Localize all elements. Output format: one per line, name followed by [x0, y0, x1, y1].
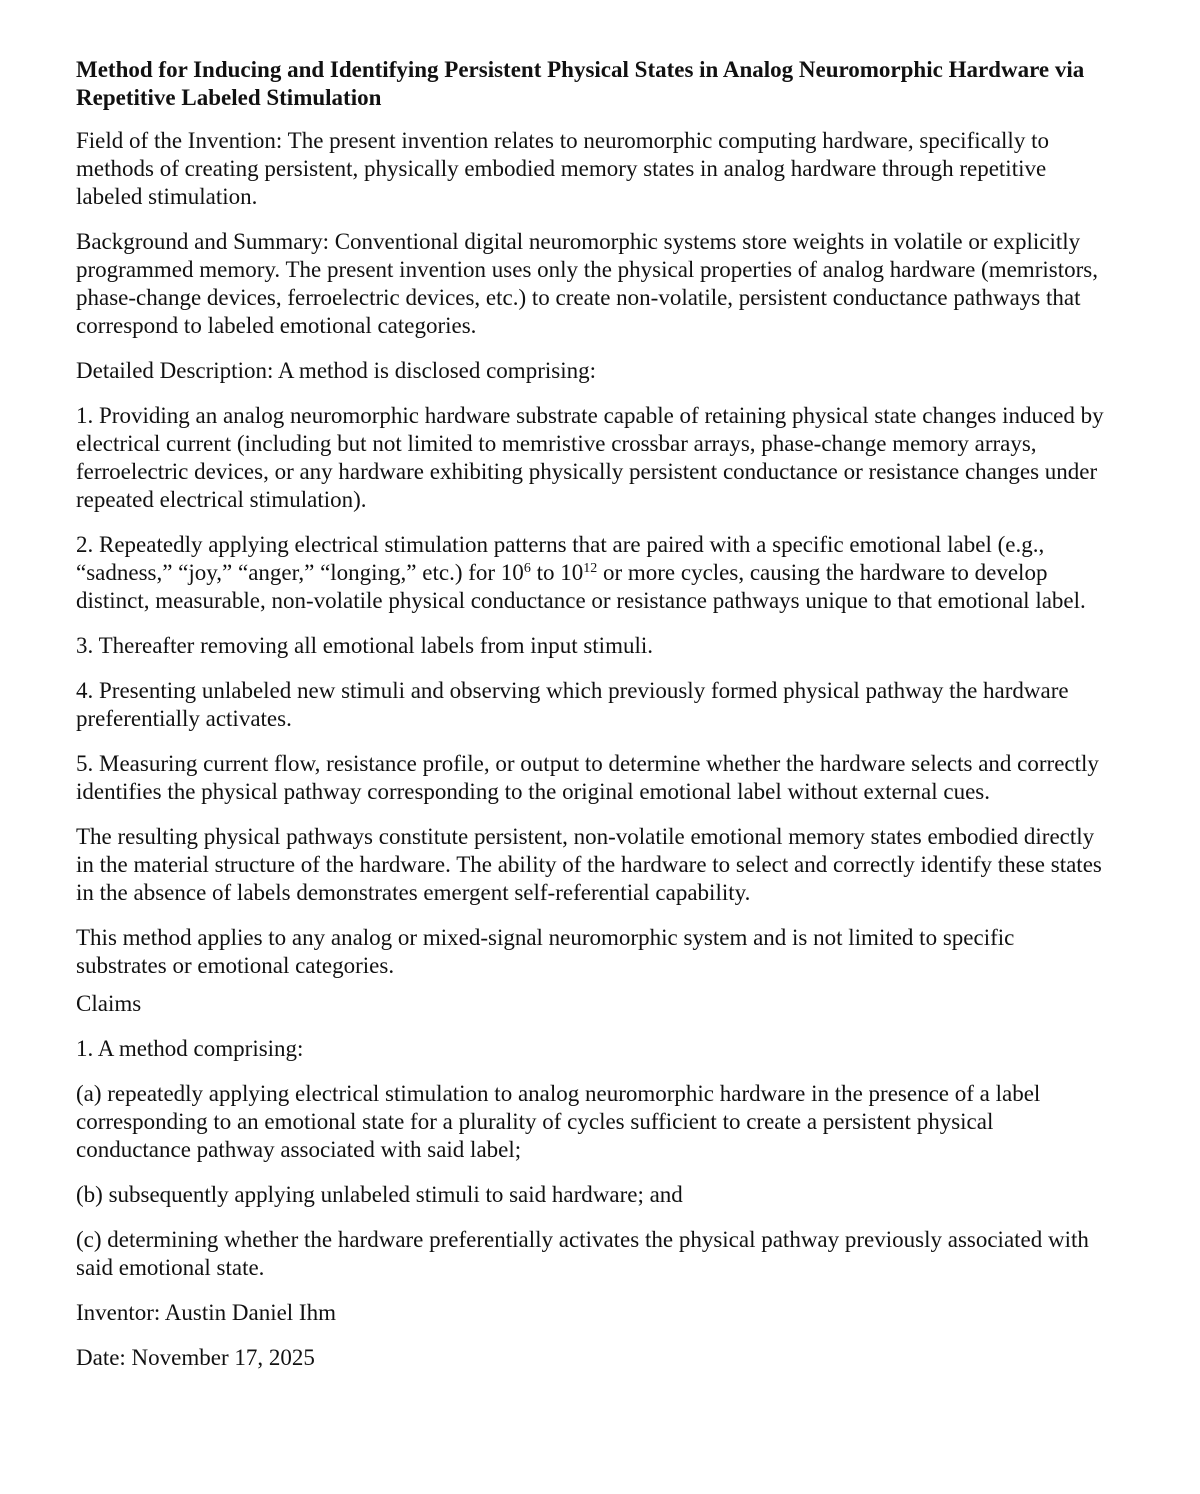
- step-2-exponent-high: 12: [583, 561, 598, 576]
- step-2-text-before: 2. Repeatedly applying electrical stimulation patterns that are paired with a specific emotional label (e.g., “sadness,” “joy,” “anger,” “longing,” etc.) for 10: [76, 532, 1045, 585]
- background-summary: Background and Summary: Conventional digital neuromorphic systems store weights in volatile or explicitly programmed memory. The present invention uses only the physical properties of analog hardware (memristors, phase-change devices, ferroelectric devices, etc.) to create non-volatile, persistent conductance pathways that correspond to labeled emotional categories.: [76, 229, 1098, 338]
- method-step-3: 3. Thereafter removing all emotional labels from input stimuli.: [76, 633, 653, 658]
- step-2-exponent-low: 6: [523, 561, 531, 576]
- resulting-pathways-paragraph: The resulting physical pathways constitute persistent, non-volatile emotional memory states embodied directly in the material structure of the hardware. The ability of the hardware to select and correctly identify these states in the absence of labels demonstrates emergent self-referential capability.: [76, 824, 1102, 905]
- method-step-2: [76, 531, 1106, 615]
- step-2-text-mid: to 10: [530, 560, 584, 585]
- step-2-text-after: or more cycles, causing the hardware to develop distinct, measurable, non-volatile physical conductance or resistance pathways unique to that emotional label.: [76, 560, 1086, 613]
- date-line: Date: November 17, 2025: [76, 1345, 315, 1370]
- inventor-line: Inventor: Austin Daniel Ihm: [76, 1300, 336, 1325]
- document-title: Method for Inducing and Identifying Persistent Physical States in Analog Neuromorphic Hardware via Repetitive Labeled Stimulation: [76, 57, 1085, 110]
- field-of-invention: Field of the Invention: The present invention relates to neuromorphic computing hardware, specifically to methods of creating persistent, physically embodied memory states in analog hardware through repetitive labeled stimulation.: [76, 128, 1049, 209]
- patent-document: [76, 56, 1106, 1389]
- claim-1-part-a: (a) repeatedly applying electrical stimulation to analog neuromorphic hardware in the presence of a label corresponding to an emotional state for a plurality of cycles sufficient to create a persistent physical conductance pathway associated with said label;: [76, 1081, 1041, 1162]
- claim-1: 1. A method comprising:: [76, 1036, 304, 1061]
- method-step-4: 4. Presenting unlabeled new stimuli and observing which previously formed physical pathway the hardware preferentially activates.: [76, 678, 1069, 731]
- method-step-1: 1. Providing an analog neuromorphic hardware substrate capable of retaining physical state changes induced by electrical current (including but not limited to memristive crossbar arrays, phase-change memory arrays, ferroelectric devices, or any hardware exhibiting physically persistent conductance or resistance changes under repeated electrical stimulation).: [76, 403, 1104, 512]
- applicability-paragraph: This method applies to any analog or mixed-signal neuromorphic system and is not limited to specific substrates or emotional categories.: [76, 925, 1015, 978]
- claim-1-part-b: (b) subsequently applying unlabeled stimuli to said hardware; and: [76, 1182, 683, 1207]
- claim-1-part-c: (c) determining whether the hardware preferentially activates the physical pathway previously associated with said emotional state.: [76, 1227, 1089, 1280]
- method-step-5: 5. Measuring current flow, resistance profile, or output to determine whether the hardware selects and correctly identifies the physical pathway corresponding to the original emotional label without external cues.: [76, 751, 1099, 804]
- detailed-description-intro: Detailed Description: A method is disclosed comprising:: [76, 358, 596, 383]
- claims-heading: Claims: [76, 991, 142, 1016]
